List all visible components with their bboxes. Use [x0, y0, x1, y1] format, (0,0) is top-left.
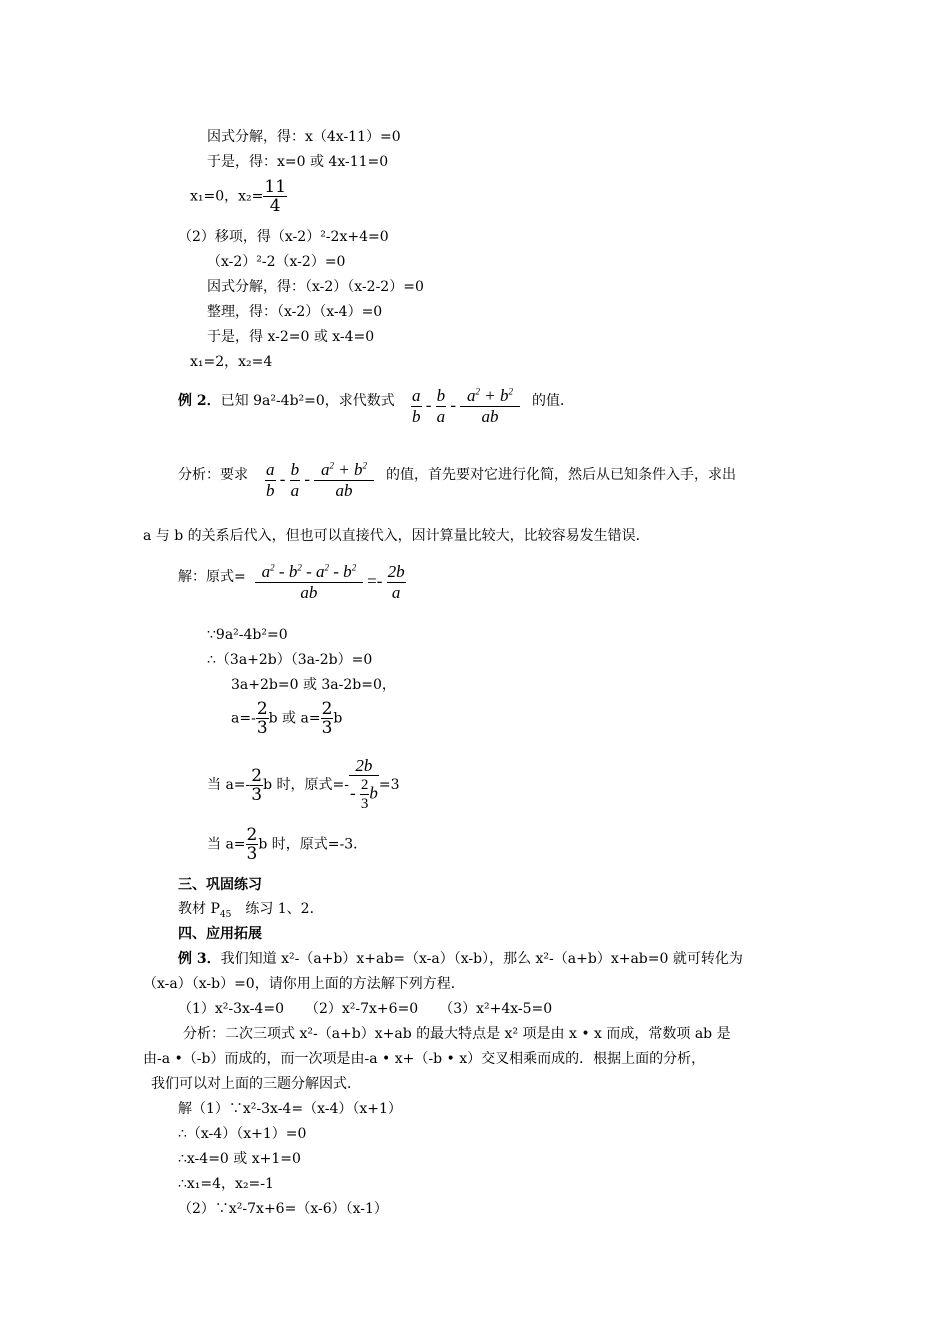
text: b: [333, 710, 343, 727]
frac-sum-over-ab: $\frac{a^2 + b^2}{ab}$: [460, 386, 519, 427]
example-3-line-1: [178, 950, 743, 968]
text: b 或 a=: [268, 710, 321, 727]
example-3-line-2: （x-a）（x-b）=0，请你用上面的方法解下列方程．: [143, 976, 465, 992]
example-3-solution-4: ∴x₁=4，x₂=-1: [178, 1176, 274, 1192]
line-simplify: 整理，得：（x-2）（x-4）=0: [207, 304, 383, 320]
example-3-equations: （1）x²-3x-4=0 （2）x²-7x+6=0 （3）x²+4x-5=0: [178, 1001, 553, 1017]
solution-expr: $\frac{a^2 - b^2 - a^2 - b^2}{ab}$ =- $\frac{2b}{a}$: [256, 562, 405, 602]
frac-2-3: $\frac{2}{3}$: [256, 699, 268, 738]
analysis-pre: 分析：要求: [178, 467, 248, 483]
text: b 时，原式=-: [263, 777, 349, 793]
frac-2-3: $\frac{2}{3}$: [246, 825, 258, 864]
analysis-line-2: a 与 b 的关系后代入，但也可以直接代入，因计算量比较大，比较容易发生错误．: [143, 528, 650, 544]
example-3-analysis-2: 由-a •（-b）而成的，而一次项是由-a • x+（-b • x）交叉相乘而成的．根据上面的分析，: [143, 1051, 706, 1067]
example-2-statement: [178, 392, 395, 410]
example-3-solution-3: ∴x-4=0 或 x+1=0: [178, 1151, 301, 1167]
example-3-solution-5: （2）∵x²-7x+6=（x-6）（x-1）: [178, 1201, 388, 1217]
example-3-analysis-3: 我们可以对上面的三题分解因式．: [151, 1076, 361, 1092]
section-4-title: 四、应用拓展: [178, 926, 262, 942]
solution-a-values: [231, 700, 342, 737]
frac-a-over-b: $\frac{a}{b}$: [412, 386, 421, 426]
analysis-expr: $\frac{a}{b}$ - $\frac{b}{a}$ - $\frac{a^2 + b^2}{ab}$: [265, 460, 374, 501]
text: a=-: [231, 710, 256, 727]
numerator: 11: [264, 177, 287, 197]
expr-a-b: $\frac{a}{b}$ - $\frac{b}{a}$ - $\frac{a^2 + b^2}{ab}$: [411, 386, 520, 427]
line-then-2: 于是，得 x-2=0 或 x-4=0: [207, 329, 375, 345]
line-roots-2: x₁=2，x₂=4: [190, 354, 273, 370]
text: 教材 P: [178, 901, 220, 917]
example-label: 例 2．: [178, 393, 221, 409]
text: =3: [378, 777, 400, 793]
solution-pre: 解：原式=: [178, 569, 246, 585]
frac-2b-over-neg: 2b - $\frac{2}{3}$ b: [349, 756, 378, 812]
section-3-title: 三、巩固练习: [178, 877, 262, 893]
solution-therefore: ∴（3a+2b）（3a-2b）=0: [207, 652, 373, 668]
text: 当 a=: [207, 836, 246, 853]
example-3-solution-1: 解（1）∵x²-3x-4=（x-4）（x+1）: [178, 1101, 402, 1117]
fraction-11-4: [263, 178, 287, 215]
frac-b-over-a: $\frac{b}{a}$: [436, 386, 446, 426]
text: b 时，原式=-3．: [258, 836, 368, 853]
roots-text: x₁=0，x₂=: [190, 188, 264, 205]
line-then: 于是，得：x=0 或 4x-11=0: [207, 154, 389, 170]
solution-case-2: [207, 826, 367, 863]
text: 当 a=-: [207, 777, 251, 793]
page-sub: 45: [219, 909, 232, 920]
solution-since: ∵9a²-4b²=0: [207, 627, 288, 643]
example-3-solution-2: ∴（x-4）（x+1）=0: [178, 1126, 307, 1142]
section-3-text: [178, 900, 324, 918]
analysis-post: 的值，首先要对它进行化简，然后从已知条件入手，求出: [386, 467, 736, 483]
line-move-terms: （2）移项，得（x-2）²-2x+4=0: [178, 229, 389, 245]
denominator: 4: [269, 196, 281, 216]
text: 练习 1、2．: [231, 901, 324, 917]
line-factor: 因式分解，得：x（4x-11）=0: [207, 129, 401, 145]
line-roots-1: [190, 178, 287, 215]
example-text: 已知 9a²-4b²=0，求代数式: [220, 393, 395, 409]
frac-2-3: $\frac{2}{3}$: [321, 699, 333, 738]
example-3-analysis-1: 分析：二次三项式 x²-（a+b）x+ab 的最大特点是 x² 项是由 x • x 而成，常数项 ab 是: [183, 1026, 731, 1042]
text: 我们知道 x²-（a+b）x+ab=（x-a）（x-b），那么 x²-（a+b）x+ab=0 就可转化为: [220, 951, 743, 967]
solution-case-1: [207, 757, 400, 813]
line-rewrite: （x-2）²-2（x-2）=0: [207, 254, 346, 270]
example-label: 例 3．: [178, 951, 221, 967]
example-2-tail: 的值．: [532, 393, 574, 409]
solution-cases: 3a+2b=0 或 3a-2b=0，: [231, 677, 396, 693]
line-factor-2: 因式分解，得：（x-2）（x-2-2）=0: [207, 279, 424, 295]
frac-2-3: $\frac{2}{3}$: [251, 765, 263, 805]
